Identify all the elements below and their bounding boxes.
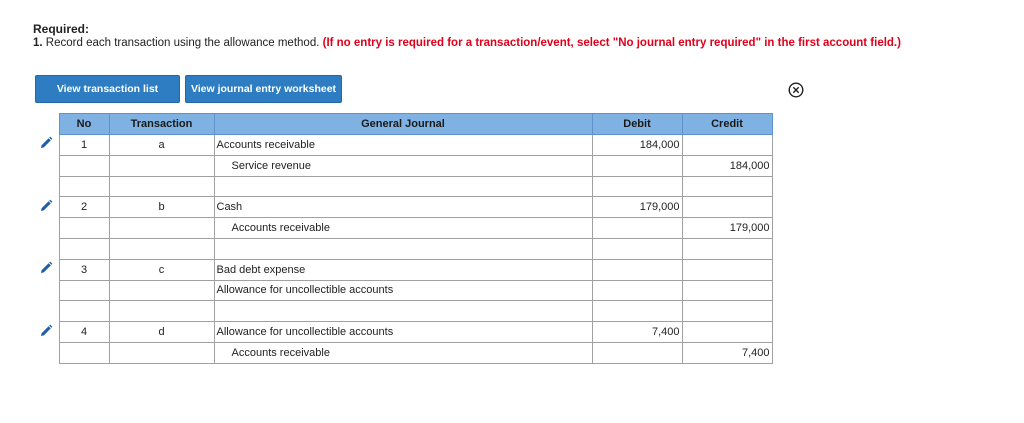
debit-cell[interactable] (592, 301, 682, 322)
pencil-icon[interactable] (39, 261, 53, 275)
transaction-letter-cell (109, 218, 214, 239)
required-heading: Required: (33, 22, 90, 36)
edit-cell (34, 176, 59, 197)
credit-cell[interactable]: 179,000 (682, 218, 772, 239)
account-cell[interactable]: Accounts receivable (214, 218, 592, 239)
instruction-line (33, 37, 901, 49)
transaction-letter-cell: b (109, 197, 214, 218)
account-cell[interactable]: Bad debt expense (214, 259, 592, 280)
credit-cell[interactable] (682, 301, 772, 322)
close-icon[interactable] (788, 82, 804, 98)
account-cell[interactable]: Accounts receivable (214, 342, 592, 363)
transaction-letter-cell (109, 238, 214, 259)
transaction-no-cell: 2 (59, 197, 109, 218)
credit-cell[interactable] (682, 280, 772, 301)
header-no: No (59, 114, 109, 135)
view-transaction-list-button[interactable]: View transaction list (35, 75, 180, 103)
account-cell[interactable] (214, 238, 592, 259)
journal-row (34, 322, 772, 343)
pencil-icon[interactable] (39, 136, 53, 150)
account-cell[interactable]: Service revenue (214, 155, 592, 176)
credit-cell[interactable] (682, 238, 772, 259)
debit-cell[interactable] (592, 238, 682, 259)
credit-cell[interactable]: 7,400 (682, 342, 772, 363)
journal-body (34, 135, 772, 364)
journal-row (34, 135, 772, 156)
debit-cell[interactable] (592, 342, 682, 363)
journal-row (34, 259, 772, 280)
journal-row (34, 155, 772, 176)
edit-cell (34, 197, 59, 218)
account-cell[interactable] (214, 176, 592, 197)
edit-cell (34, 238, 59, 259)
transaction-no-cell (59, 176, 109, 197)
edit-cell (34, 259, 59, 280)
transaction-letter-cell (109, 155, 214, 176)
credit-cell[interactable] (682, 135, 772, 156)
journal-row (34, 280, 772, 301)
journal-table (34, 113, 773, 364)
edit-cell (34, 280, 59, 301)
journal-row (34, 218, 772, 239)
credit-cell[interactable] (682, 322, 772, 343)
edit-cell (34, 342, 59, 363)
edit-cell (34, 301, 59, 322)
journal-row (34, 238, 772, 259)
debit-cell[interactable] (592, 176, 682, 197)
debit-cell[interactable] (592, 155, 682, 176)
credit-cell[interactable] (682, 176, 772, 197)
transaction-no-cell (59, 238, 109, 259)
transaction-no-cell (59, 218, 109, 239)
account-cell[interactable]: Allowance for uncollectible accounts (214, 280, 592, 301)
transaction-no-cell: 3 (59, 259, 109, 280)
instruction-note: (If no entry is required for a transaction/event, select "No journal entry required" in the first account field.) (322, 37, 901, 49)
account-cell[interactable] (214, 301, 592, 322)
transaction-no-cell (59, 280, 109, 301)
debit-cell[interactable]: 179,000 (592, 197, 682, 218)
edit-column-header (34, 114, 59, 135)
transaction-no-cell (59, 301, 109, 322)
pencil-icon[interactable] (39, 324, 53, 338)
journal-row (34, 176, 772, 197)
header-credit: Credit (682, 114, 772, 135)
edit-cell (34, 155, 59, 176)
journal-header-row (34, 114, 772, 135)
instruction-number: 1. (33, 37, 43, 49)
debit-cell[interactable] (592, 259, 682, 280)
journal-row (34, 342, 772, 363)
credit-cell[interactable] (682, 197, 772, 218)
view-journal-entry-worksheet-button[interactable]: View journal entry worksheet (185, 75, 342, 103)
transaction-no-cell: 1 (59, 135, 109, 156)
transaction-no-cell: 4 (59, 322, 109, 343)
account-cell[interactable]: Allowance for uncollectible accounts (214, 322, 592, 343)
transaction-letter-cell (109, 280, 214, 301)
account-cell[interactable]: Accounts receivable (214, 135, 592, 156)
transaction-letter-cell (109, 301, 214, 322)
instruction-text: Record each transaction using the allowance method. (45, 37, 320, 49)
debit-cell[interactable]: 7,400 (592, 322, 682, 343)
pencil-icon[interactable] (39, 199, 53, 213)
transaction-letter-cell: a (109, 135, 214, 156)
journal-row (34, 197, 772, 218)
credit-cell[interactable] (682, 259, 772, 280)
edit-cell (34, 218, 59, 239)
edit-cell (34, 135, 59, 156)
transaction-letter-cell (109, 342, 214, 363)
transaction-no-cell (59, 155, 109, 176)
transaction-no-cell (59, 342, 109, 363)
transaction-letter-cell: d (109, 322, 214, 343)
credit-cell[interactable]: 184,000 (682, 155, 772, 176)
account-cell[interactable]: Cash (214, 197, 592, 218)
transaction-letter-cell: c (109, 259, 214, 280)
debit-cell[interactable] (592, 218, 682, 239)
transaction-letter-cell (109, 176, 214, 197)
debit-cell[interactable]: 184,000 (592, 135, 682, 156)
debit-cell[interactable] (592, 280, 682, 301)
header-transaction: Transaction (109, 114, 214, 135)
header-debit: Debit (592, 114, 682, 135)
edit-cell (34, 322, 59, 343)
journal-row (34, 301, 772, 322)
header-general-journal: General Journal (214, 114, 592, 135)
